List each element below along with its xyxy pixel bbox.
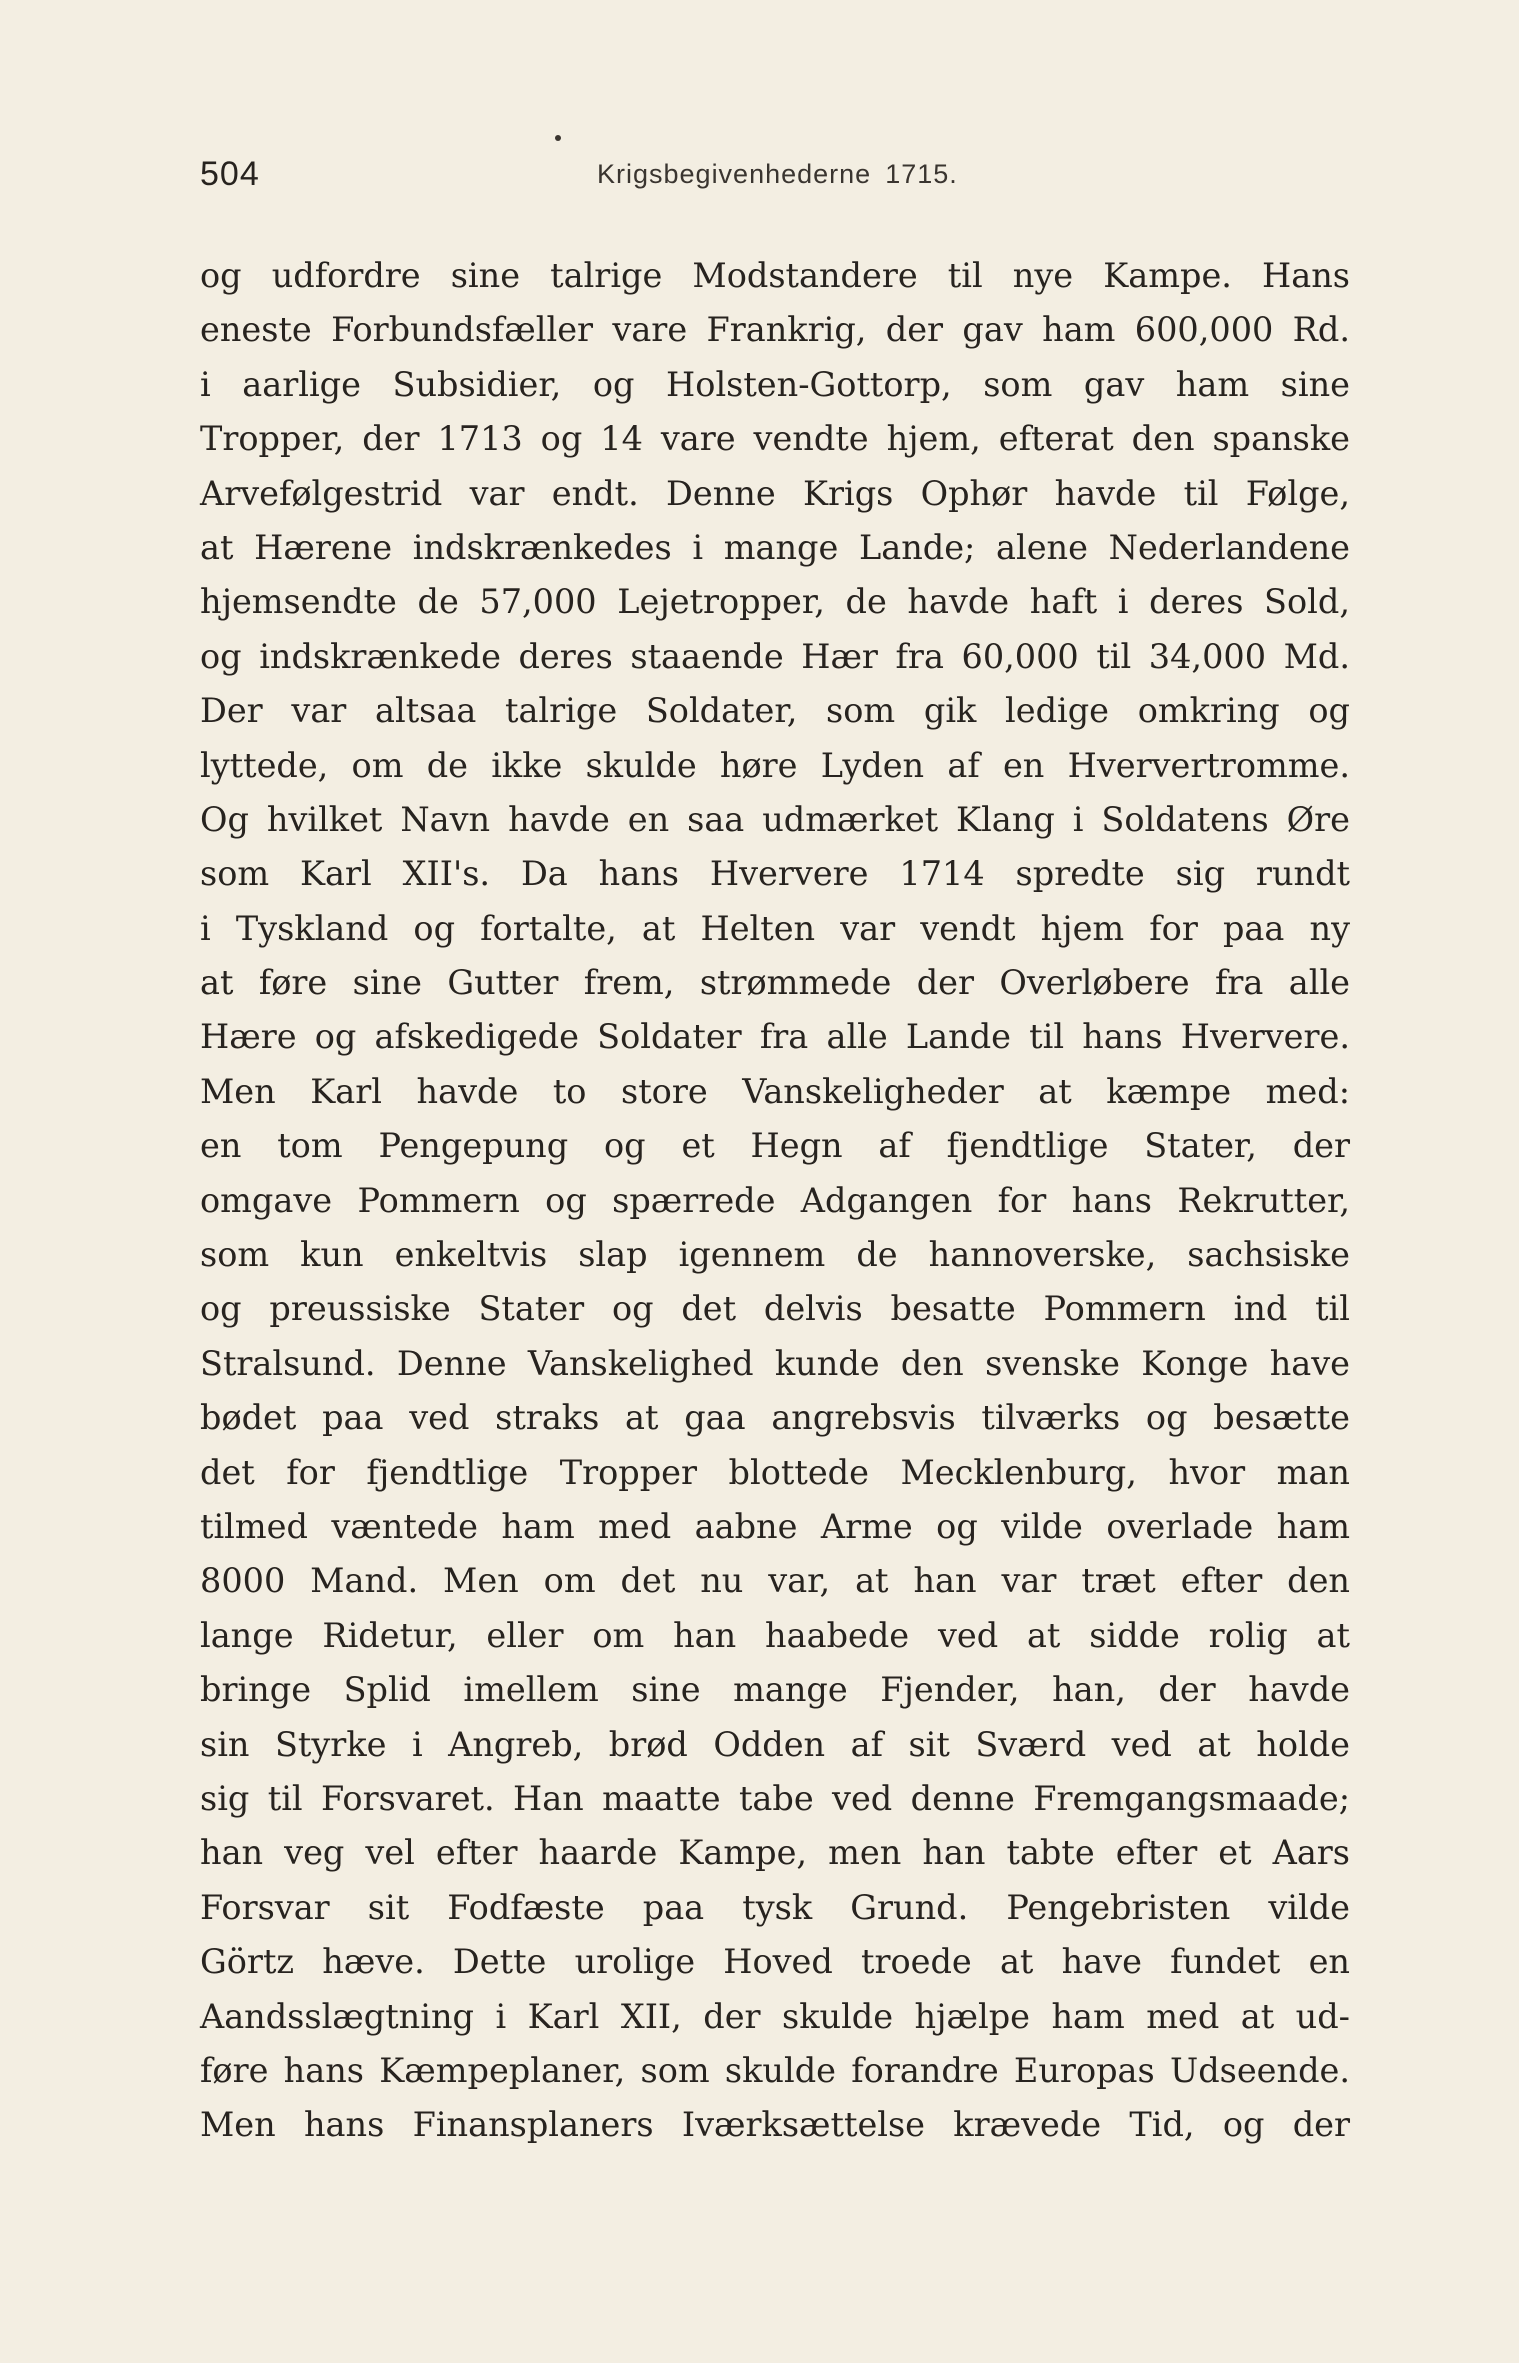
text-line: bødet paa ved straks at gaa angrebsvis tilværks og besætte bbox=[200, 1398, 1350, 1438]
text-line: i Tyskland og fortalte, at Helten var vendt hjem for paa ny bbox=[200, 908, 1350, 948]
text-line: hjemsendte de 57,000 Lejetropper, de havde haft i deres Sold, bbox=[200, 582, 1350, 622]
page-header bbox=[200, 155, 1000, 205]
text-line: i aarlige Subsidier, og Holsten-Gottorp, som gav ham sine bbox=[200, 364, 1350, 404]
running-head-title: Krigsbegivenhederne bbox=[597, 159, 872, 189]
text-line: sin Styrke i Angreb, brød Odden af sit Sværd ved at holde bbox=[200, 1724, 1350, 1764]
running-head bbox=[597, 159, 958, 190]
text-line: at Hærene indskrænkedes i mange Lande; alene Nederlandene bbox=[200, 527, 1350, 567]
text-line: 8000 Mand. Men om det nu var, at han var træt efter den bbox=[200, 1561, 1350, 1601]
text-line: sig til Forsvaret. Han maatte tabe ved denne Fremgangsmaade; bbox=[200, 1778, 1350, 1818]
text-line: og preussiske Stater og det delvis besatte Pommern ind til bbox=[200, 1289, 1350, 1329]
text-line: han veg vel efter haarde Kampe, men han tabte efter et Aars bbox=[200, 1833, 1350, 1873]
text-line: Tropper, der 1713 og 14 vare vendte hjem, efterat den spanske bbox=[200, 419, 1350, 459]
body-text bbox=[200, 249, 1350, 2153]
text-line: lange Ridetur, eller om han haabede ved at sidde rolig at bbox=[200, 1615, 1350, 1655]
running-head-year: 1715. bbox=[885, 159, 958, 189]
text-line: tilmed væntede ham med aabne Arme og vilde overlade ham bbox=[200, 1506, 1350, 1546]
text-line: Forsvar sit Fodfæste paa tysk Grund. Pengebristen vilde bbox=[200, 1887, 1350, 1927]
text-line: Hære og afskedigede Soldater fra alle Lande til hans Hververe. bbox=[200, 1017, 1350, 1057]
text-line: Der var altsaa talrige Soldater, som gik ledige omkring og bbox=[200, 691, 1350, 731]
text-line: bringe Splid imellem sine mange Fjender, han, der havde bbox=[200, 1670, 1350, 1710]
text-line: Og hvilket Navn havde en saa udmærket Klang i Soldatens Øre bbox=[200, 799, 1350, 839]
text-line: omgave Pommern og spærrede Adgangen for hans Rekrutter, bbox=[200, 1180, 1350, 1220]
text-line: det for fjendtlige Tropper blottede Mecklenburg, hvor man bbox=[200, 1452, 1350, 1492]
text-line: Stralsund. Denne Vanskelighed kunde den svenske Konge have bbox=[200, 1343, 1350, 1383]
page-number: 504 bbox=[200, 155, 260, 193]
text-line: og indskrænkede deres staaende Hær fra 60,000 til 34,000 Md. bbox=[200, 636, 1350, 676]
text-line: og udfordre sine talrige Modstandere til nye Kampe. Hans bbox=[200, 256, 1350, 295]
printer-mark-dot bbox=[555, 135, 561, 141]
text-line: føre hans Kæmpeplaner, som skulde forandre Europas Udseende. bbox=[200, 2050, 1350, 2090]
text-line: at føre sine Gutter frem, strømmede der Overløbere fra alle bbox=[200, 963, 1350, 1003]
text-line: Aandsslægtning i Karl XII, der skulde hjælpe ham med at ud- bbox=[200, 1996, 1350, 2036]
text-line: en tom Pengepung og et Hegn af fjendtlige Stater, der bbox=[200, 1126, 1350, 1166]
text-line: Men Karl havde to store Vanskeligheder at kæmpe med: bbox=[200, 1071, 1350, 1111]
text-line: Men hans Finansplaners Iværksættelse krævede Tid, og der bbox=[200, 2105, 1350, 2145]
text-line: Arvefølgestrid var endt. Denne Krigs Ophør havde til Følge, bbox=[200, 473, 1350, 513]
text-line: Görtz hæve. Dette urolige Hoved troede at have fundet en bbox=[200, 1942, 1350, 1982]
text-line: eneste Forbundsfæller vare Frankrig, der gav ham 600,000 Rd. bbox=[200, 310, 1350, 350]
text-line: som Karl XII's. Da hans Hververe 1714 spredte sig rundt bbox=[200, 854, 1350, 894]
text-line: lyttede, om de ikke skulde høre Lyden af en Hververtromme. bbox=[200, 745, 1350, 785]
text-line: som kun enkeltvis slap igennem de hannoverske, sachsiske bbox=[200, 1235, 1350, 1275]
